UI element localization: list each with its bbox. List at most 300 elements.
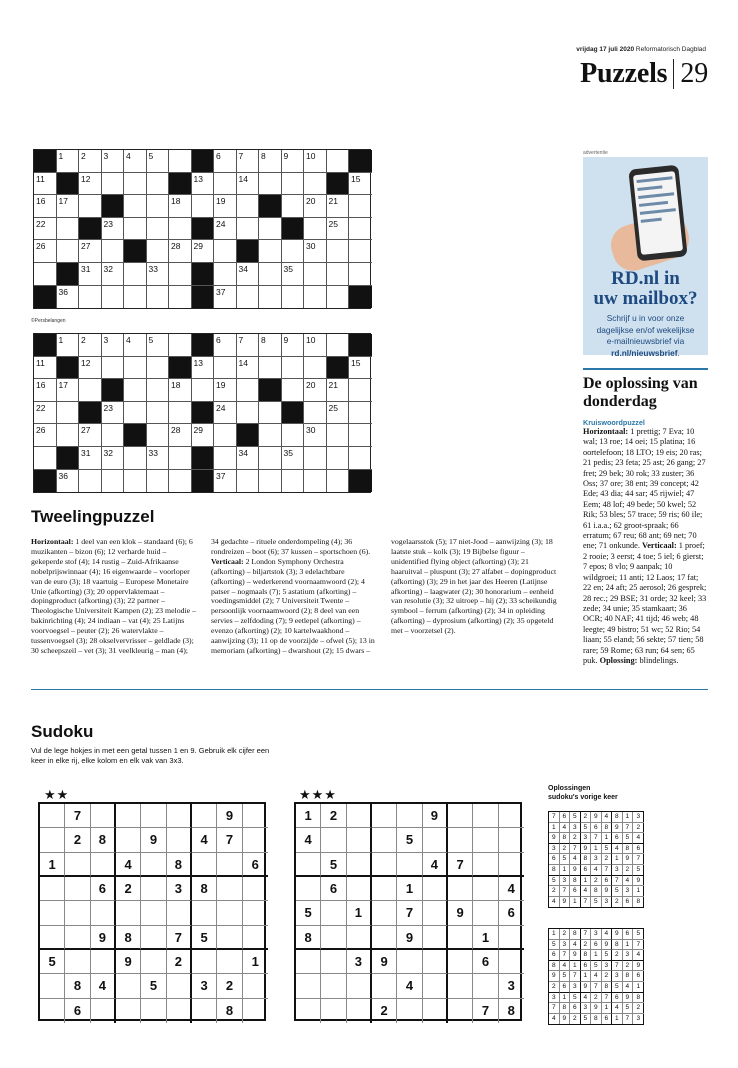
sudoku-cell[interactable] bbox=[473, 853, 498, 877]
crossword-cell[interactable] bbox=[214, 334, 237, 357]
crossword-cell[interactable] bbox=[282, 447, 305, 470]
crossword-cell[interactable] bbox=[169, 402, 192, 425]
solution-cell: 6 bbox=[570, 1003, 581, 1014]
sudoku-cell[interactable] bbox=[243, 974, 268, 998]
crossword-cell[interactable] bbox=[282, 379, 305, 402]
sudoku-cell[interactable] bbox=[116, 828, 141, 852]
black-square bbox=[192, 447, 215, 470]
crossword-cell[interactable] bbox=[169, 379, 192, 402]
sudoku-cell[interactable] bbox=[192, 999, 217, 1023]
crossword-cell[interactable] bbox=[349, 402, 372, 425]
sudoku-cell[interactable] bbox=[397, 853, 422, 877]
sudoku-cell[interactable] bbox=[40, 804, 65, 828]
sudoku-cell[interactable] bbox=[473, 901, 498, 925]
crossword-cell[interactable] bbox=[259, 470, 282, 493]
crossword-cell[interactable] bbox=[124, 173, 147, 196]
sudoku-cell[interactable] bbox=[473, 974, 498, 998]
crossword-cell[interactable] bbox=[192, 173, 215, 196]
sudoku-cell[interactable] bbox=[217, 853, 242, 877]
crossword-cell[interactable] bbox=[57, 195, 80, 218]
crossword-cell[interactable] bbox=[259, 334, 282, 357]
crossword-cell[interactable] bbox=[147, 424, 170, 447]
sudoku-cell[interactable] bbox=[243, 926, 268, 950]
sudoku-cell[interactable] bbox=[296, 950, 321, 974]
sudoku-cell[interactable] bbox=[347, 804, 372, 828]
crossword-cell[interactable] bbox=[147, 470, 170, 493]
crossword-cell[interactable] bbox=[304, 357, 327, 380]
crossword-cell[interactable] bbox=[237, 402, 260, 425]
sudoku-cell[interactable] bbox=[423, 999, 448, 1023]
crossword-cell[interactable] bbox=[304, 470, 327, 493]
sudoku-cell[interactable] bbox=[423, 877, 448, 901]
crossword-cell[interactable] bbox=[259, 357, 282, 380]
crossword-cell[interactable] bbox=[304, 286, 327, 309]
crossword-cell[interactable] bbox=[147, 240, 170, 263]
crossword-cell[interactable] bbox=[79, 195, 102, 218]
sudoku-cell[interactable] bbox=[473, 877, 498, 901]
crossword-cell[interactable] bbox=[282, 470, 305, 493]
crossword-cell[interactable] bbox=[34, 218, 57, 241]
crossword-cell[interactable] bbox=[214, 379, 237, 402]
sudoku-cell[interactable] bbox=[423, 974, 448, 998]
crossword-cell[interactable] bbox=[327, 286, 350, 309]
crossword-cell[interactable] bbox=[57, 470, 80, 493]
crossword-cell[interactable] bbox=[259, 424, 282, 447]
sudoku-cell[interactable] bbox=[91, 853, 116, 877]
crossword-cell[interactable] bbox=[147, 150, 170, 173]
crossword-cell[interactable] bbox=[327, 334, 350, 357]
sudoku-cell[interactable] bbox=[448, 926, 473, 950]
sudoku-cell[interactable] bbox=[116, 804, 141, 828]
crossword-cell[interactable] bbox=[34, 424, 57, 447]
sudoku-cell[interactable] bbox=[372, 926, 397, 950]
crossword-cell[interactable] bbox=[327, 218, 350, 241]
sudoku-cell[interactable] bbox=[473, 804, 498, 828]
crossword-cell[interactable] bbox=[304, 173, 327, 196]
sudoku-cell[interactable] bbox=[40, 926, 65, 950]
crossword-cell[interactable] bbox=[124, 402, 147, 425]
crossword-cell[interactable] bbox=[214, 470, 237, 493]
crossword-cell[interactable] bbox=[34, 357, 57, 380]
sudoku-cell[interactable] bbox=[296, 853, 321, 877]
crossword-cell[interactable] bbox=[214, 357, 237, 380]
sudoku-cell[interactable] bbox=[40, 974, 65, 998]
crossword-cell[interactable] bbox=[57, 218, 80, 241]
sudoku-cell[interactable] bbox=[141, 853, 166, 877]
crossword-cell[interactable] bbox=[147, 402, 170, 425]
crossword-cell[interactable] bbox=[169, 218, 192, 241]
crossword-cell[interactable] bbox=[259, 402, 282, 425]
sudoku-cell[interactable] bbox=[448, 828, 473, 852]
sudoku-cell[interactable] bbox=[192, 950, 217, 974]
sudoku-cell[interactable] bbox=[217, 901, 242, 925]
crossword-cell[interactable] bbox=[237, 470, 260, 493]
crossword-cell[interactable] bbox=[259, 286, 282, 309]
solution-cell: 4 bbox=[602, 929, 613, 940]
crossword-cell[interactable] bbox=[192, 379, 215, 402]
crossword-cell[interactable] bbox=[79, 379, 102, 402]
crossword-cell[interactable] bbox=[349, 357, 372, 380]
sudoku-cell[interactable] bbox=[499, 853, 524, 877]
sudoku-cell[interactable] bbox=[116, 901, 141, 925]
crossword-cell[interactable] bbox=[304, 218, 327, 241]
sudoku-cell[interactable] bbox=[91, 901, 116, 925]
sudoku-cell[interactable] bbox=[141, 901, 166, 925]
sudoku-cell[interactable] bbox=[65, 901, 90, 925]
crossword-cell[interactable] bbox=[124, 195, 147, 218]
sudoku-cell[interactable] bbox=[397, 804, 422, 828]
crossword-cell[interactable] bbox=[102, 263, 125, 286]
sudoku-cell[interactable] bbox=[423, 950, 448, 974]
sudoku-cell[interactable] bbox=[347, 828, 372, 852]
crossword-cell[interactable] bbox=[304, 150, 327, 173]
crossword-cell[interactable] bbox=[259, 173, 282, 196]
sudoku-cell[interactable] bbox=[91, 999, 116, 1023]
crossword-cell[interactable] bbox=[57, 334, 80, 357]
crossword-cell[interactable] bbox=[147, 357, 170, 380]
sudoku-cell[interactable] bbox=[296, 999, 321, 1023]
sudoku-cell[interactable] bbox=[217, 950, 242, 974]
sudoku-cell[interactable] bbox=[243, 999, 268, 1023]
solution-cell: 5 bbox=[633, 929, 644, 940]
crossword-cell[interactable] bbox=[304, 195, 327, 218]
sudoku-cell[interactable] bbox=[372, 974, 397, 998]
crossword-cell[interactable] bbox=[147, 195, 170, 218]
crossword-cell[interactable] bbox=[349, 218, 372, 241]
crossword-cell[interactable] bbox=[102, 334, 125, 357]
crossword-cell[interactable] bbox=[102, 150, 125, 173]
crossword-cell[interactable] bbox=[237, 357, 260, 380]
crossword-cell[interactable] bbox=[102, 357, 125, 380]
crossword-cell[interactable] bbox=[214, 447, 237, 470]
crossword-cell[interactable] bbox=[147, 218, 170, 241]
crossword-cell[interactable] bbox=[192, 424, 215, 447]
crossword-cell[interactable] bbox=[237, 195, 260, 218]
sudoku-cell[interactable] bbox=[192, 804, 217, 828]
crossword-cell[interactable] bbox=[304, 334, 327, 357]
crossword-cell[interactable] bbox=[327, 263, 350, 286]
clue-number: 23 bbox=[103, 402, 113, 413]
crossword-cell[interactable] bbox=[327, 447, 350, 470]
crossword-cell[interactable] bbox=[214, 286, 237, 309]
sudoku-cell[interactable] bbox=[448, 999, 473, 1023]
sudoku-cell[interactable] bbox=[167, 901, 192, 925]
sudoku-cell[interactable] bbox=[499, 804, 524, 828]
sudoku-cell[interactable] bbox=[192, 901, 217, 925]
sudoku-cell[interactable] bbox=[217, 877, 242, 901]
sudoku-cell[interactable] bbox=[91, 950, 116, 974]
sudoku-cell[interactable] bbox=[217, 926, 242, 950]
crossword-cell[interactable] bbox=[169, 334, 192, 357]
crossword-cell[interactable] bbox=[304, 402, 327, 425]
crossword-cell[interactable] bbox=[282, 334, 305, 357]
sudoku-cell[interactable] bbox=[116, 999, 141, 1023]
sudoku-cell[interactable] bbox=[65, 853, 90, 877]
crossword-cell[interactable] bbox=[349, 173, 372, 196]
sudoku-cell[interactable] bbox=[141, 877, 166, 901]
sudoku-cell[interactable] bbox=[499, 828, 524, 852]
crossword-cell[interactable] bbox=[327, 379, 350, 402]
sudoku-cell[interactable] bbox=[321, 950, 346, 974]
sudoku-cell[interactable] bbox=[65, 950, 90, 974]
crossword-cell[interactable] bbox=[282, 286, 305, 309]
crossword-cell[interactable] bbox=[327, 240, 350, 263]
crossword-cell[interactable] bbox=[34, 402, 57, 425]
clue-number: 15 bbox=[351, 357, 361, 368]
crossword-cell[interactable] bbox=[349, 447, 372, 470]
crossword-cell[interactable] bbox=[237, 173, 260, 196]
crossword-cell[interactable] bbox=[259, 218, 282, 241]
clue-number: 29 bbox=[193, 425, 203, 436]
crossword-cell[interactable] bbox=[304, 424, 327, 447]
crossword-cell[interactable] bbox=[282, 195, 305, 218]
sudoku-cell[interactable] bbox=[372, 828, 397, 852]
solution-cell: 4 bbox=[570, 940, 581, 951]
crossword-cell[interactable] bbox=[102, 424, 125, 447]
sudoku-cell[interactable] bbox=[448, 974, 473, 998]
clue-number: 26 bbox=[36, 425, 46, 436]
crossword-cell[interactable] bbox=[57, 286, 80, 309]
crossword-cell[interactable] bbox=[34, 379, 57, 402]
solution-cell: 3 bbox=[612, 971, 623, 982]
sudoku-cell[interactable] bbox=[141, 950, 166, 974]
issue-date bbox=[576, 46, 706, 53]
crossword-cell[interactable] bbox=[34, 447, 57, 470]
crossword-cell[interactable] bbox=[214, 240, 237, 263]
sudoku-cell[interactable] bbox=[347, 877, 372, 901]
sudoku-cell[interactable] bbox=[423, 828, 448, 852]
crossword-cell[interactable] bbox=[34, 263, 57, 286]
crossword-cell[interactable] bbox=[34, 195, 57, 218]
sudoku-cell[interactable] bbox=[116, 974, 141, 998]
crossword-cell[interactable] bbox=[259, 240, 282, 263]
sudoku-cell[interactable] bbox=[423, 926, 448, 950]
sudoku-cell[interactable] bbox=[372, 853, 397, 877]
sudoku-cell[interactable] bbox=[423, 901, 448, 925]
crossword-cell[interactable] bbox=[102, 402, 125, 425]
crossword-cell[interactable] bbox=[147, 379, 170, 402]
sudoku-cell[interactable] bbox=[321, 926, 346, 950]
crossword-cell[interactable] bbox=[192, 357, 215, 380]
crossword-cell[interactable] bbox=[102, 218, 125, 241]
crossword-cell[interactable] bbox=[124, 447, 147, 470]
crossword-cell[interactable] bbox=[169, 447, 192, 470]
sudoku-cell: 6 bbox=[473, 950, 498, 974]
crossword-cell[interactable] bbox=[57, 424, 80, 447]
crossword-cell[interactable] bbox=[304, 240, 327, 263]
crossword-cell[interactable] bbox=[214, 402, 237, 425]
crossword-cell[interactable] bbox=[214, 173, 237, 196]
crossword-cell[interactable] bbox=[237, 379, 260, 402]
crossword-cell[interactable] bbox=[147, 286, 170, 309]
sudoku-cell[interactable] bbox=[448, 804, 473, 828]
crossword-cell[interactable] bbox=[57, 240, 80, 263]
sudoku-cell[interactable] bbox=[243, 804, 268, 828]
crossword-cell[interactable] bbox=[237, 286, 260, 309]
sudoku-cell[interactable] bbox=[243, 877, 268, 901]
crossword-cell[interactable] bbox=[169, 195, 192, 218]
solution-cell: 3 bbox=[560, 876, 571, 887]
crossword-cell[interactable] bbox=[349, 424, 372, 447]
crossword-cell[interactable] bbox=[327, 424, 350, 447]
sudoku-cell[interactable] bbox=[40, 828, 65, 852]
crossword-cell[interactable] bbox=[79, 424, 102, 447]
crossword-cell[interactable] bbox=[79, 470, 102, 493]
sudoku-cell[interactable] bbox=[167, 804, 192, 828]
crossword-cell[interactable] bbox=[79, 447, 102, 470]
sudoku-cell[interactable] bbox=[296, 877, 321, 901]
crossword-cell[interactable] bbox=[327, 470, 350, 493]
crossword-cell[interactable] bbox=[79, 357, 102, 380]
crossword-cell[interactable] bbox=[79, 334, 102, 357]
sudoku-cell[interactable] bbox=[347, 999, 372, 1023]
sudoku-cell[interactable] bbox=[243, 901, 268, 925]
clue-number: 14 bbox=[238, 173, 248, 184]
crossword-cell[interactable] bbox=[259, 447, 282, 470]
sudoku-cell[interactable] bbox=[372, 877, 397, 901]
crossword-cell[interactable] bbox=[147, 447, 170, 470]
crossword-cell[interactable] bbox=[79, 286, 102, 309]
solution-cell: 3 bbox=[602, 961, 613, 972]
solution-cell: 1 bbox=[560, 993, 571, 1004]
crossword-cell[interactable] bbox=[34, 173, 57, 196]
sudoku-cell[interactable] bbox=[40, 877, 65, 901]
crossword-cell[interactable] bbox=[169, 424, 192, 447]
crossword-cell[interactable] bbox=[102, 470, 125, 493]
sudoku-cell[interactable] bbox=[65, 926, 90, 950]
crossword-cell[interactable] bbox=[147, 263, 170, 286]
crossword-cell[interactable] bbox=[237, 334, 260, 357]
crossword-cell[interactable] bbox=[124, 263, 147, 286]
crossword-cell[interactable] bbox=[79, 240, 102, 263]
sudoku-cell[interactable] bbox=[40, 901, 65, 925]
crossword-cell[interactable] bbox=[237, 150, 260, 173]
sudoku-cell[interactable] bbox=[347, 974, 372, 998]
sudoku-cell[interactable] bbox=[167, 999, 192, 1023]
crossword-cell[interactable] bbox=[124, 218, 147, 241]
crossword-cell[interactable] bbox=[124, 357, 147, 380]
crossword-cell[interactable] bbox=[327, 195, 350, 218]
sudoku-cell[interactable] bbox=[372, 804, 397, 828]
crossword-cell[interactable] bbox=[214, 195, 237, 218]
crossword-cell[interactable] bbox=[237, 263, 260, 286]
crossword-cell[interactable] bbox=[192, 195, 215, 218]
sudoku-cell[interactable] bbox=[372, 901, 397, 925]
crossword-cell[interactable] bbox=[327, 402, 350, 425]
crossword-cell[interactable] bbox=[79, 263, 102, 286]
sudoku-cell[interactable] bbox=[296, 974, 321, 998]
crossword-cell[interactable] bbox=[147, 173, 170, 196]
crossword-cell[interactable] bbox=[214, 263, 237, 286]
crossword-cell[interactable] bbox=[124, 150, 147, 173]
solution-cell: 8 bbox=[602, 982, 613, 993]
crossword-cell[interactable] bbox=[124, 334, 147, 357]
sudoku-cell[interactable] bbox=[243, 828, 268, 852]
crossword-cell[interactable] bbox=[304, 447, 327, 470]
sudoku-cell[interactable] bbox=[347, 926, 372, 950]
crossword-cell[interactable] bbox=[282, 357, 305, 380]
crossword-cell[interactable] bbox=[102, 286, 125, 309]
clue-number: 32 bbox=[103, 447, 113, 458]
crossword-cell[interactable] bbox=[102, 173, 125, 196]
sudoku-cell[interactable] bbox=[167, 828, 192, 852]
crossword-cell[interactable] bbox=[124, 286, 147, 309]
crossword-cell[interactable] bbox=[192, 240, 215, 263]
crossword-cell[interactable] bbox=[237, 447, 260, 470]
crossword-cell[interactable] bbox=[169, 263, 192, 286]
sudoku-cell[interactable] bbox=[40, 999, 65, 1023]
advert-link[interactable]: rd.nl/nieuwsbrief bbox=[611, 347, 678, 358]
crossword-cell[interactable] bbox=[57, 402, 80, 425]
crossword-cell[interactable] bbox=[304, 379, 327, 402]
sudoku-cell[interactable] bbox=[321, 974, 346, 998]
crossword-cell[interactable] bbox=[349, 195, 372, 218]
crossword-cell[interactable] bbox=[282, 173, 305, 196]
sudoku-cell[interactable] bbox=[65, 877, 90, 901]
crossword-cell[interactable] bbox=[214, 424, 237, 447]
crossword-cell[interactable] bbox=[349, 379, 372, 402]
crossword-cell[interactable] bbox=[214, 150, 237, 173]
crossword-cell[interactable] bbox=[169, 470, 192, 493]
crossword-cell[interactable] bbox=[57, 379, 80, 402]
sudoku-cell[interactable] bbox=[448, 877, 473, 901]
crossword-cell[interactable] bbox=[282, 424, 305, 447]
sudoku-cell[interactable] bbox=[397, 999, 422, 1023]
crossword-cell[interactable] bbox=[102, 447, 125, 470]
advert-box[interactable] bbox=[583, 157, 708, 358]
sudoku-cell[interactable] bbox=[499, 926, 524, 950]
crossword-cell[interactable] bbox=[304, 263, 327, 286]
crossword-cell[interactable] bbox=[102, 240, 125, 263]
crossword-cell[interactable] bbox=[34, 240, 57, 263]
crossword-cell[interactable] bbox=[237, 218, 260, 241]
crossword-cell[interactable] bbox=[349, 263, 372, 286]
sudoku-cell[interactable] bbox=[141, 804, 166, 828]
crossword-cell[interactable] bbox=[57, 150, 80, 173]
sudoku-cell[interactable] bbox=[321, 828, 346, 852]
sudoku-cell[interactable] bbox=[473, 828, 498, 852]
crossword-cell[interactable] bbox=[259, 150, 282, 173]
sudoku-cell[interactable] bbox=[499, 950, 524, 974]
crossword-cell[interactable] bbox=[79, 150, 102, 173]
crossword-cell[interactable] bbox=[214, 218, 237, 241]
crossword-cell[interactable] bbox=[282, 240, 305, 263]
sudoku-cell[interactable] bbox=[192, 853, 217, 877]
sudoku-cell[interactable] bbox=[91, 804, 116, 828]
solution-cell: 2 bbox=[549, 982, 560, 993]
crossword-cell[interactable] bbox=[124, 379, 147, 402]
crossword-cell[interactable] bbox=[282, 263, 305, 286]
crossword-cell[interactable] bbox=[147, 334, 170, 357]
crossword-cell[interactable] bbox=[327, 150, 350, 173]
crossword-cell[interactable] bbox=[124, 470, 147, 493]
sudoku-cell[interactable] bbox=[167, 974, 192, 998]
sudoku-cell[interactable] bbox=[448, 950, 473, 974]
crossword-cell[interactable] bbox=[349, 240, 372, 263]
sudoku-cell[interactable] bbox=[141, 999, 166, 1023]
crossword-cell[interactable] bbox=[169, 150, 192, 173]
sudoku-cell[interactable] bbox=[141, 926, 166, 950]
sudoku-cell[interactable] bbox=[397, 950, 422, 974]
sudoku-cell[interactable] bbox=[347, 853, 372, 877]
crossword-cell[interactable] bbox=[169, 240, 192, 263]
sudoku-cell[interactable] bbox=[321, 999, 346, 1023]
crossword-cell[interactable] bbox=[169, 286, 192, 309]
crossword-cell[interactable] bbox=[79, 173, 102, 196]
sudoku-cell[interactable] bbox=[321, 901, 346, 925]
crossword-cell[interactable] bbox=[259, 263, 282, 286]
crossword-cell[interactable] bbox=[282, 150, 305, 173]
